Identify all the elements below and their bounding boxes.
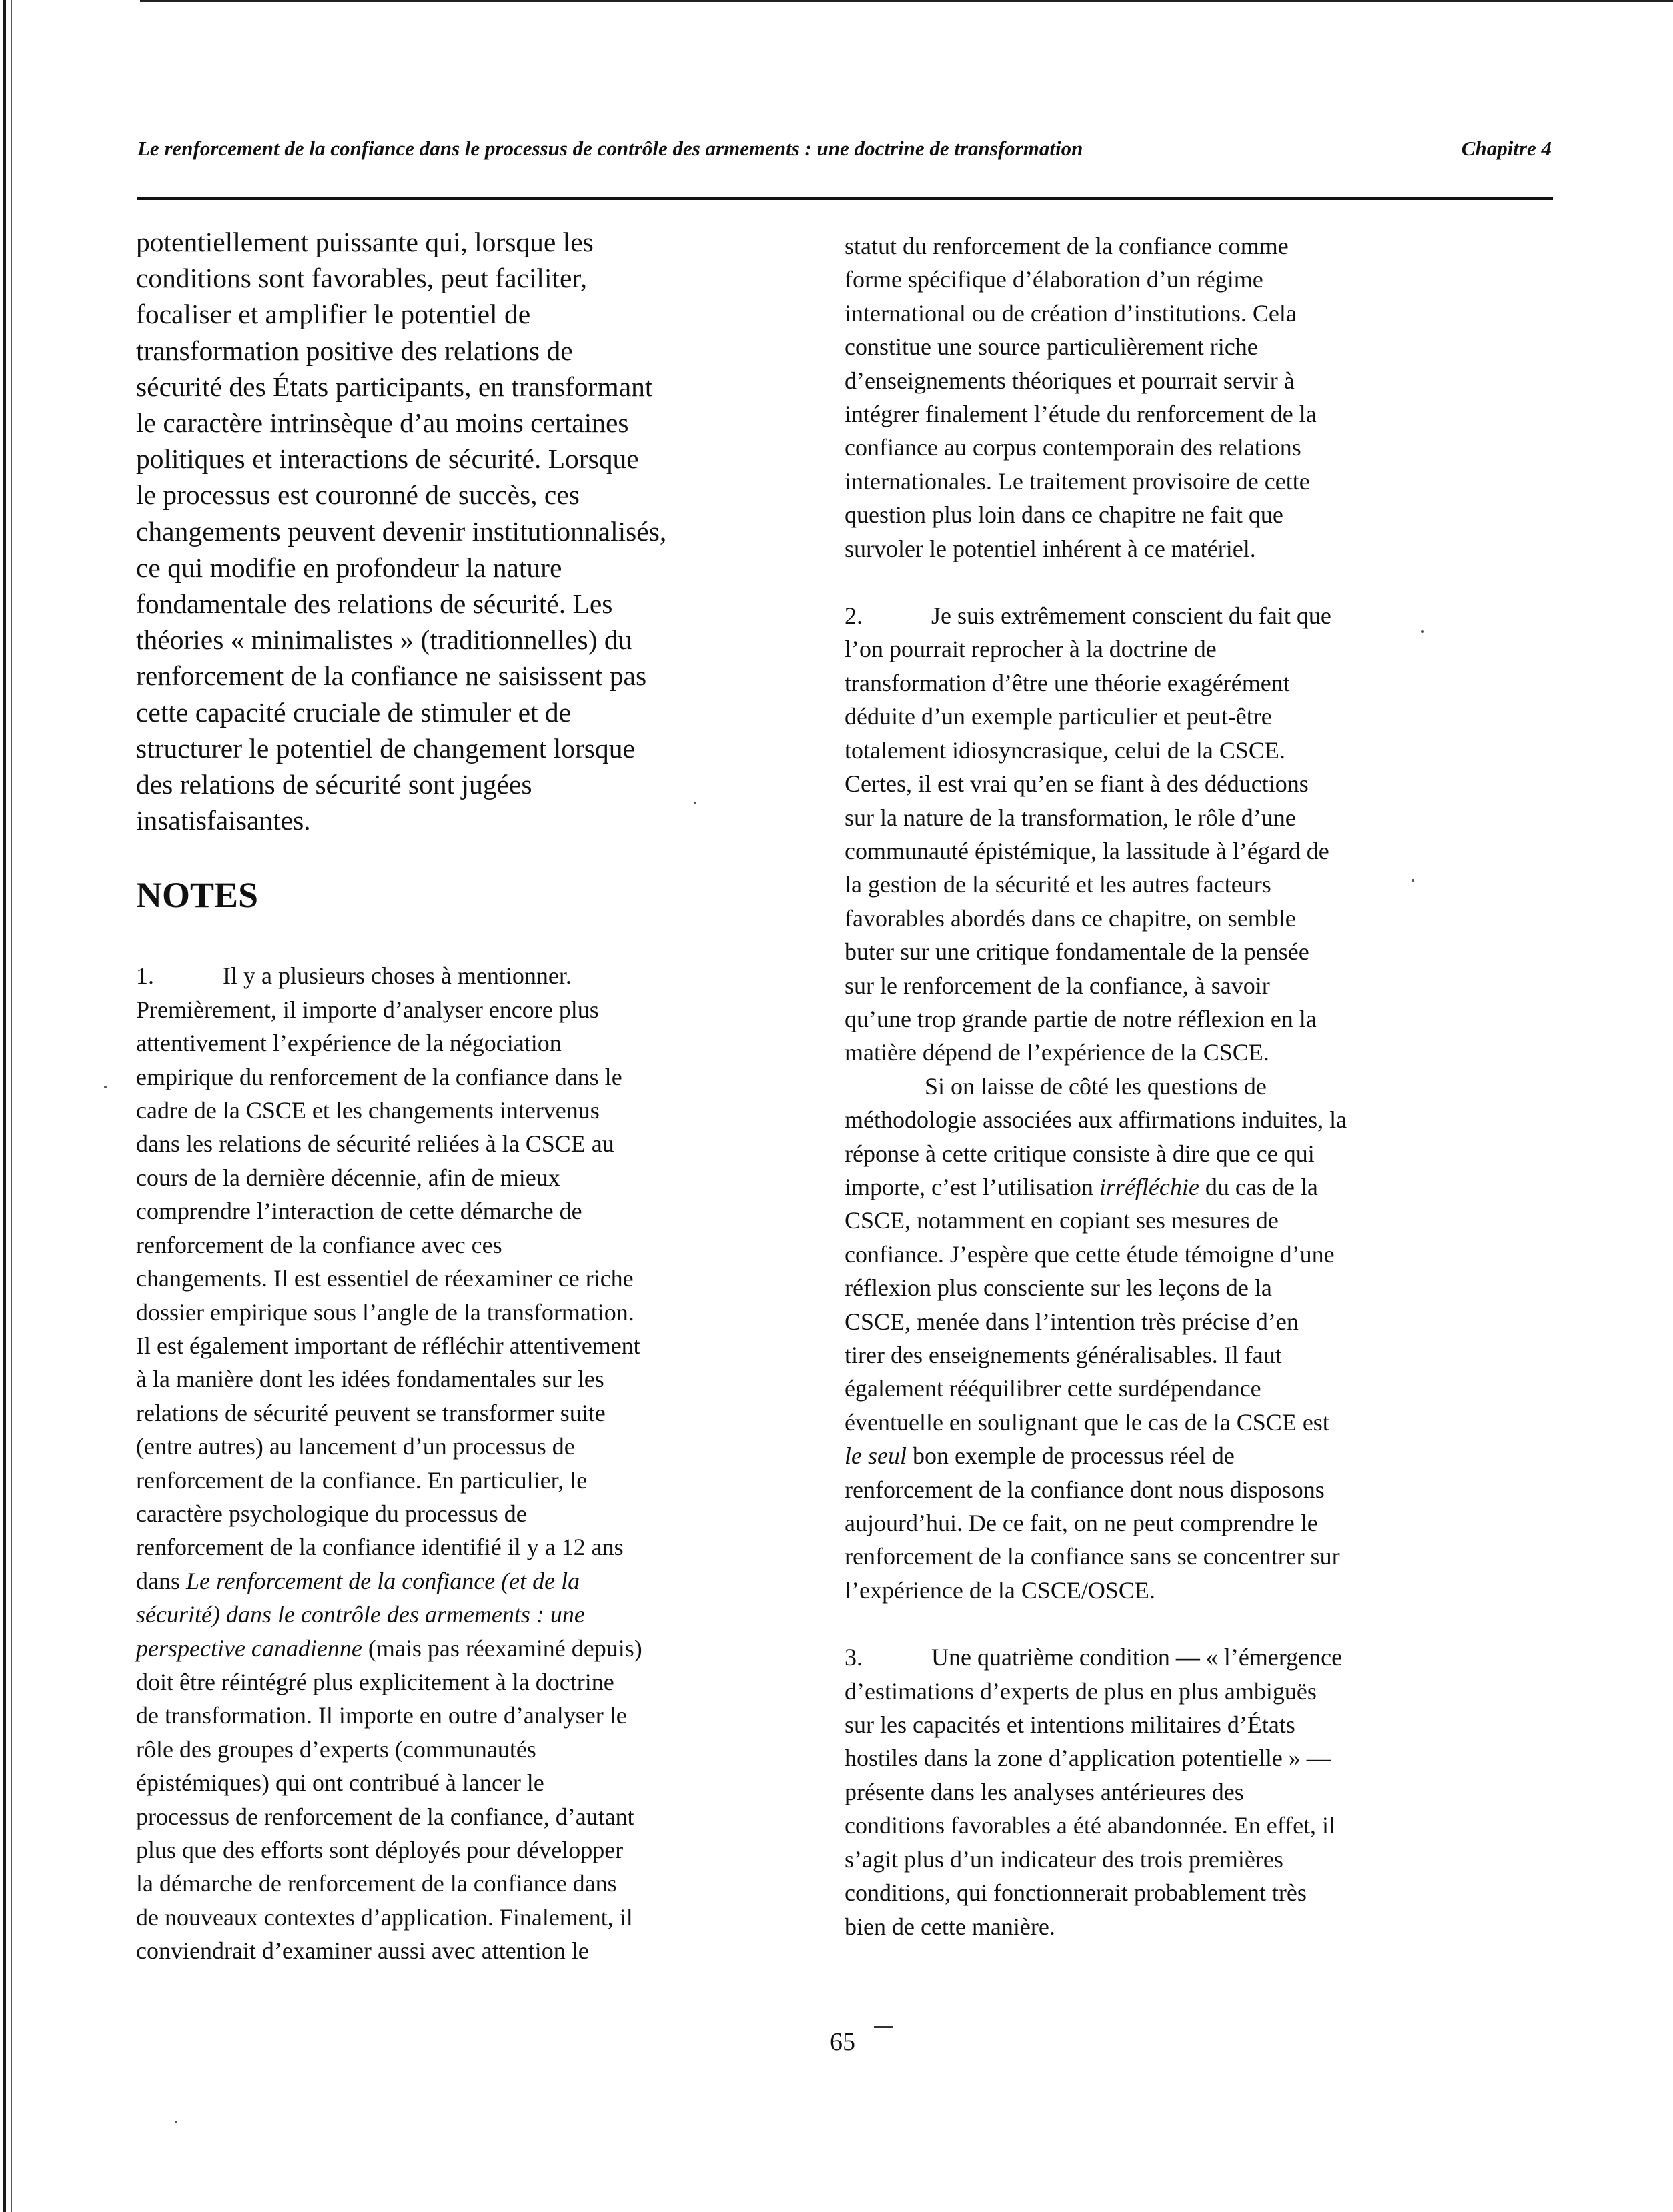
note-line: dans les relations de sécurité reliées à la CSCE au [136, 1130, 614, 1158]
scan-speck [175, 2121, 177, 2123]
note-line: favorables abordés dans ce chapitre, on semble [845, 904, 1296, 932]
note-1-italic-line-1: dans Le renforcement de la confiance (et de la [136, 1567, 580, 1594]
note-line: totalement idiosyncrasique, celui de la CSCE. [845, 736, 1285, 764]
scan-speck [104, 1086, 107, 1088]
note-line: confiance. J’espère que cette étude témoigne d’une [845, 1240, 1335, 1268]
intro-line: transformation positive des relations de [136, 335, 573, 366]
note-line: la démarche de renforcement de la confiance dans [136, 1870, 617, 1897]
note-line: CSCE, menée dans l’intention très précise d’en [845, 1308, 1299, 1335]
note-2-para2-lines-c [845, 1473, 1538, 1608]
header-rule [137, 197, 1553, 200]
note-line: l’on pourrait reprocher à la doctrine de [845, 636, 1217, 663]
scan-speck [1412, 879, 1414, 882]
note-line: épistémiques) qui ont contribué à lancer le [136, 1769, 544, 1797]
left-column [136, 224, 803, 1968]
note-line: attentivement l’expérience de la négociation [136, 1030, 562, 1057]
note-1-italic-line-2: sécurité) dans le contrôle des armements : une [136, 1601, 585, 1628]
note-line: éventuelle en soulignant que le cas de la CSCE est [845, 1408, 1329, 1436]
note-2-number: 2. [845, 602, 863, 630]
note-2-para2-first: Si on laisse de côté les questions de [925, 1072, 1267, 1100]
note-line: cadre de la CSCE et les changements intervenus [136, 1097, 600, 1124]
note-2 [845, 599, 1538, 1607]
note-line: confiance au corpus contemporain des relations [845, 434, 1301, 461]
note-line: renforcement de la confiance sans se concentrer sur [845, 1543, 1340, 1570]
note-line: Premièrement, il importe d’analyser encore plus [136, 996, 599, 1023]
note-2-italic-line: importe, c’est l’utilisation irréfléchie du cas de la [845, 1173, 1318, 1200]
note-1-first-line: 1. Il y a plusieurs choses à mentionner. [136, 959, 803, 992]
note-line: statut du renforcement de la confiance comme [845, 233, 1289, 259]
note-2-italic-line-2: le seul bon exemple de processus réel de [845, 1442, 1235, 1470]
note-line: réflexion plus consciente sur les leçons de la [845, 1274, 1272, 1302]
right-column [845, 229, 1538, 1943]
note-line: relations de sécurité peuvent se transformer suite [136, 1399, 606, 1426]
note-line: réponse à cette critique consiste à dire que ce qui [845, 1140, 1315, 1167]
note-line: forme spécifique d’élaboration d’un régime [845, 266, 1263, 293]
note-line: de transformation. Il importe en outre d’analyser le [136, 1702, 627, 1729]
note-line: aujourd’hui. De ce fait, on ne peut comprendre le [845, 1510, 1318, 1537]
scan-top-rule [140, 0, 1673, 2]
note-line: tirer des enseignements généralisables. Il faut [845, 1342, 1282, 1368]
note-line: empirique du renforcement de la confiance dans le [136, 1063, 622, 1090]
note-line: sur le renforcement de la confiance, à savoir [845, 972, 1270, 999]
note-line: constitue une source particulièrement riche [845, 333, 1258, 361]
running-header-title: Le renforcement de la confiance dans le processus de contrôle des armements : une doctrine de transformation [137, 137, 1083, 160]
intro-line: focaliser et amplifier le potentiel de [136, 299, 531, 330]
note-line: la gestion de la sécurité et les autres facteurs [845, 871, 1271, 898]
scan-edge [3, 0, 6, 2212]
intro-line: potentiellement puissante qui, lorsque les [136, 227, 594, 257]
intro-line: cette capacité cruciale de stimuler et de [136, 696, 572, 728]
intro-line: renforcement de la confiance ne saisissent pas [136, 660, 647, 692]
intro-line: des relations de sécurité sont jugées [136, 769, 532, 800]
page-number: 65 [830, 2028, 855, 2056]
note-2-para2-lines-a [845, 1103, 1538, 1170]
running-header [137, 137, 1552, 170]
intro-line: fondamentale des relations de sécurité. Les [136, 588, 613, 620]
intro-line: sécurité des États participants, en transformant [136, 371, 653, 402]
note-line: conditions favorables a été abandonnée. En effet, il [845, 1812, 1336, 1839]
note-line: rôle des groupes d’experts (communautés [136, 1735, 536, 1763]
note-2-lines [845, 632, 1538, 1069]
note-line: de nouveaux contextes d’application. Finalement, il [136, 1903, 633, 1931]
running-header-chapter: Chapitre 4 [1461, 137, 1552, 160]
note-line: comprendre l’interaction de cette démarche de [136, 1198, 582, 1225]
scan-speck [694, 802, 696, 804]
note-line: qu’une trop grande partie de notre réflexion en la [845, 1005, 1317, 1032]
note-line: dossier empirique sous l’angle de la transformation. [136, 1298, 634, 1326]
note-line: renforcement de la confiance dont nous disposons [845, 1476, 1325, 1503]
note-line: s’agit plus d’un indicateur des trois premières [845, 1845, 1283, 1873]
note-1-italic-line-3: perspective canadienne (mais pas réexaminé depuis) [136, 1634, 642, 1662]
intro-line: le processus est couronné de succès, ces [136, 479, 580, 511]
note-line: Certes, il est vrai qu’en se fiant à des déductions [845, 770, 1309, 798]
intro-line: structurer le potentiel de changement lorsque [136, 732, 635, 764]
notes-heading: NOTES [136, 875, 259, 916]
note-line: plus que des efforts sont déployés pour développer [136, 1837, 624, 1864]
intro-line: le caractère intrinsèque d’au moins certaines [136, 407, 629, 439]
note-line: survoler le potentiel inhérent à ce matériel. [845, 535, 1256, 562]
note-line: hostiles dans la zone d’application potentielle » — [845, 1745, 1331, 1772]
note-line: changements. Il est essentiel de réexaminer ce riche [136, 1265, 634, 1292]
note-1-continuation [845, 229, 1538, 566]
intro-line: conditions sont favorables, peut faciliter, [136, 263, 587, 294]
note-2-first-line: 2. Je suis extrêmement conscient du fait que [845, 599, 1538, 632]
note-line: également rééquilibrer cette surdépendance [845, 1375, 1261, 1402]
note-3 [845, 1640, 1538, 1943]
note-line: sur les capacités et intentions militaires d’États [845, 1711, 1295, 1739]
note-2-para2-lines-b [845, 1204, 1538, 1439]
note-line: renforcement de la confiance identifié il y a 12 ans [136, 1534, 624, 1561]
note-3-number: 3. [845, 1644, 863, 1671]
note-1 [136, 959, 803, 1967]
intro-line: ce qui modifie en profondeur la nature [136, 551, 562, 583]
note-line: conditions, qui fonctionnerait probablement très [845, 1879, 1307, 1907]
note-line: intégrer finalement l’étude du renforcement de la [845, 401, 1317, 428]
intro-line: politiques et interactions de sécurité. Lorsque [136, 443, 639, 475]
note-3-first-line: 3. Une quatrième condition — « l’émergence [845, 1640, 1538, 1674]
note-line: renforcement de la confiance. En particulier, le [136, 1466, 588, 1494]
scan-edge-inner [11, 0, 12, 2212]
note-line: cours de la dernière décennie, afin de mieux [136, 1164, 560, 1191]
note-line: d’enseignements théoriques et pourrait servir à [845, 367, 1295, 394]
spacer [845, 566, 1538, 599]
note-line: Il est également important de réfléchir attentivement [136, 1332, 640, 1359]
note-line: question plus loin dans ce chapitre ne fait que [845, 501, 1283, 529]
note-line: CSCE, notamment en copiant ses mesures de [845, 1207, 1279, 1234]
note-line: (entre autres) au lancement d’un processus de [136, 1433, 575, 1460]
intro-line: changements peuvent devenir institutionnalisés, [136, 515, 667, 547]
note-line: buter sur une critique fondamentale de la pensée [845, 938, 1309, 966]
note-line: doit être réintégré plus explicitement à la doctrine [136, 1668, 614, 1695]
spacer [845, 1607, 1538, 1640]
intro-line: insatisfaisantes. [136, 805, 311, 836]
note-line: présente dans les analyses antérieures des [845, 1778, 1244, 1805]
intro-paragraph [136, 224, 803, 838]
note-line: communauté épistémique, la lassitude à l’égard de [845, 837, 1329, 864]
note-line: déduite d’un exemple particulier et peut-être [845, 703, 1272, 730]
note-3-lines [845, 1675, 1538, 1943]
note-line: transformation d’être une théorie exagérément [845, 669, 1290, 696]
note-line: internationales. Le traitement provisoire de cette [845, 467, 1310, 495]
note-line: conviendrait d’examiner aussi avec attention le [136, 1937, 589, 1965]
note-line: bien de cette manière. [845, 1913, 1055, 1940]
note-line: renforcement de la confiance avec ces [136, 1231, 502, 1258]
scan-speck [1421, 630, 1424, 633]
note-line: matière dépend de l’expérience de la CSCE. [845, 1039, 1269, 1066]
note-1-number: 1. [136, 962, 154, 990]
note-line: l’expérience de la CSCE/OSCE. [845, 1576, 1155, 1604]
note-line: d’estimations d’experts de plus en plus ambiguës [845, 1677, 1317, 1705]
intro-line: théories « minimalistes » (traditionnelles) du [136, 624, 632, 656]
note-line: caractère psychologique du processus de [136, 1500, 527, 1527]
note-line: méthodologie associées aux affirmations induites, la [845, 1106, 1347, 1134]
note-1-lines [136, 993, 803, 1564]
note-1-lines-after [136, 1665, 803, 1968]
note-line: international ou de création d’institutions. Cela [845, 299, 1297, 327]
page-number-dash [874, 2026, 893, 2028]
note-line: sur la nature de la transformation, le rôle d’une [845, 804, 1296, 831]
note-line: processus de renforcement de la confiance, d’autant [136, 1803, 634, 1830]
note-line: à la manière dont les idées fondamentales sur les [136, 1366, 604, 1393]
